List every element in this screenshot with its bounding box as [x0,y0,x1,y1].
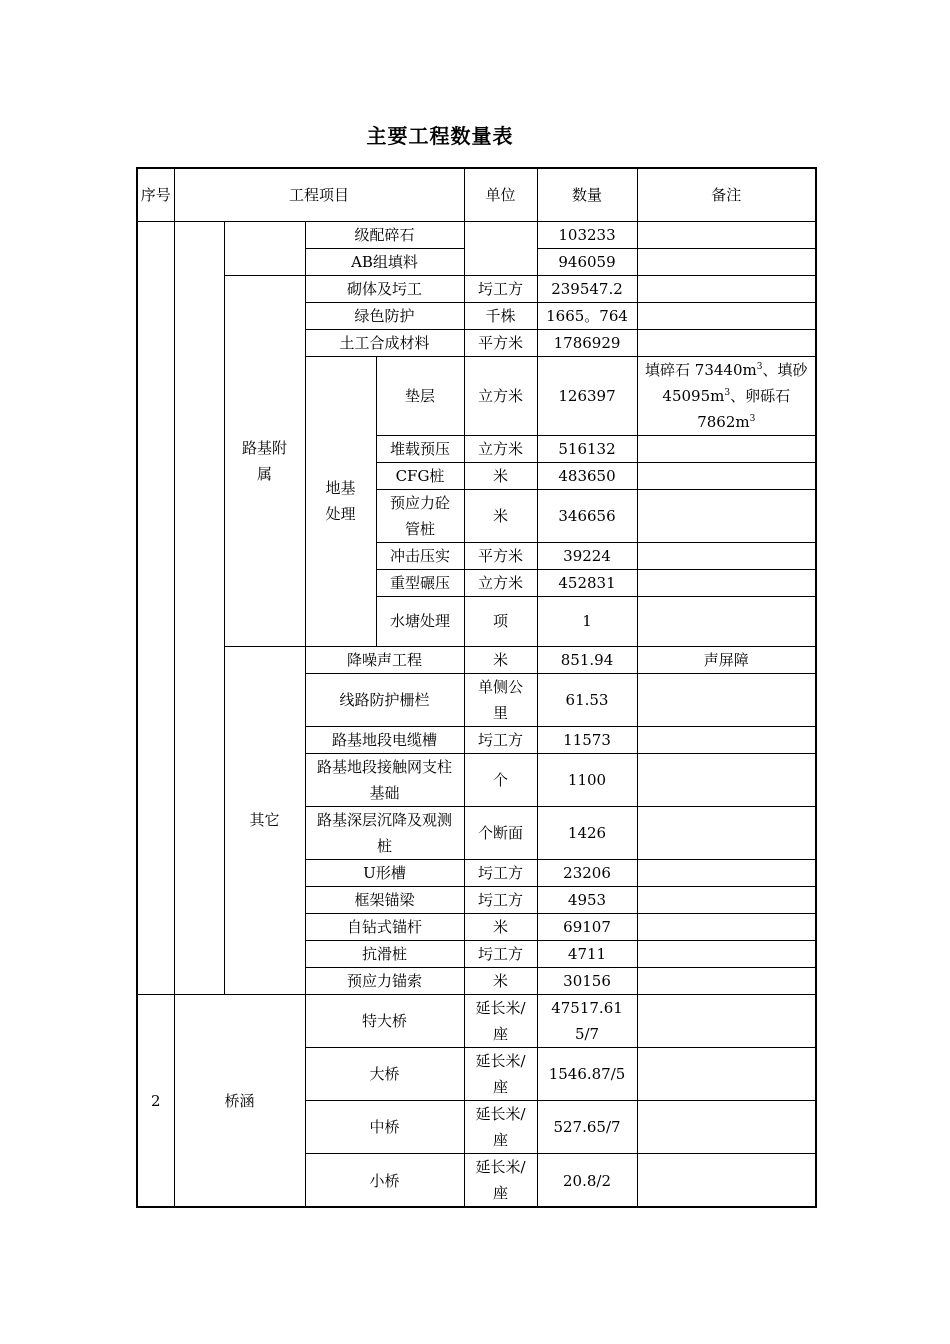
header-qty: 数量 [537,168,637,221]
item-name: 砌体及圬工 [305,275,464,302]
qty-value: 1665。764 [537,302,637,329]
qty-value: 946059 [537,248,637,275]
note-cell [637,489,816,542]
group-foundation [305,356,376,646]
qty-value: 1786929 [537,329,637,356]
unit-value: 千株 [464,302,537,329]
note-cell [637,673,816,726]
unit-value: 圬工方 [464,859,537,886]
item-name: 重型碾压 [376,569,464,596]
qty-value: 527.65/7 [537,1100,637,1153]
unit-value: 圬工方 [464,886,537,913]
qty-value: 20.8/2 [537,1153,637,1207]
qty-value: 1546.87/5 [537,1047,637,1100]
unit-value [464,994,537,1047]
unit-value: 圬工方 [464,275,537,302]
item-name: 大桥 [305,1047,464,1100]
qty-value: 4953 [537,886,637,913]
unit-value [464,1153,537,1207]
unit-value: 圬工方 [464,940,537,967]
note-cell [637,569,816,596]
qty-value: 30156 [537,967,637,994]
note-sup-b: 3 [724,387,731,398]
qty-value: 452831 [537,569,637,596]
note-cell [637,462,816,489]
qty-value: 1426 [537,806,637,859]
unit-value: 立方米 [464,435,537,462]
note-cell [637,596,816,646]
header-seq: 序号 [137,168,174,221]
note-cell [637,275,816,302]
unit-label: 延长米/座 [475,1051,526,1096]
note-text-a: 填碎石 73440m [645,360,757,379]
note-cell [637,859,816,886]
item-name: 绿色防护 [305,302,464,329]
unit-value [464,1100,537,1153]
header-item: 工程项目 [174,168,464,221]
note-cell [637,994,816,1047]
table-row [137,275,816,302]
table-row [137,994,816,1047]
header-note: 备注 [637,168,816,221]
unit-value: 米 [464,967,537,994]
note-cell [637,1047,816,1100]
qty-value: 39224 [537,542,637,569]
group-label: 地基处理 [325,479,356,523]
unit-value: 米 [464,646,537,673]
note-cell [637,1153,816,1207]
item-name: 级配碎石 [305,221,464,248]
note-cell [637,726,816,753]
qty-value: 516132 [537,435,637,462]
unit-value: 平方米 [464,329,537,356]
unit-value: 个 [464,753,537,806]
unit-value: 圬工方 [464,726,537,753]
note-cell [637,913,816,940]
header-unit: 单位 [464,168,537,221]
qty-value: 126397 [537,356,637,435]
note-cell [637,302,816,329]
unit-value: 米 [464,462,537,489]
item-name: 自钻式锚杆 [305,913,464,940]
unit-value: 个断面 [464,806,537,859]
table-row [137,646,816,673]
qty-value: 61.53 [537,673,637,726]
item-name: 框架锚梁 [305,886,464,913]
category-cell-empty [174,221,224,994]
unit-value [464,673,537,726]
qty-value: 1 [537,596,637,646]
unit-value: 立方米 [464,569,537,596]
qty-value: 23206 [537,859,637,886]
qty-value: 346656 [537,489,637,542]
header-row [137,168,816,221]
note-cell [637,435,816,462]
unit-label: 延长米/座 [475,998,526,1043]
item-name: 特大桥 [305,994,464,1047]
unit-value: 米 [464,489,537,542]
note-text-b: 、填砂 45095m [662,360,808,405]
item-name [376,489,464,542]
item-name: 路基地段电缆槽 [305,726,464,753]
item-name: 抗滑桩 [305,940,464,967]
qty-value: 4711 [537,940,637,967]
note-text-c: 、卵砾石 7862m [697,386,791,431]
seq-2: 2 [137,994,174,1207]
group-bridge: 桥涵 [174,994,305,1207]
note-sup-a: 3 [756,361,763,372]
item-name: 预应力锚索 [305,967,464,994]
item-name: AB组填料 [305,248,464,275]
subcategory-cell-empty [224,221,305,275]
unit-label: 单侧公里 [478,677,524,722]
item-name: 土工合成材料 [305,329,464,356]
item-name: 线路防护栅栏 [305,673,464,726]
note-cell [637,886,816,913]
group-other: 其它 [224,646,305,994]
item-name: 中桥 [305,1100,464,1153]
qty-value: 1100 [537,753,637,806]
qty-label: 47517.615/7 [551,998,623,1043]
unit-cell-empty [464,221,537,275]
item-label: 路基地段接触网支柱基础 [316,757,452,802]
note-cell [637,806,816,859]
note-cell: 声屏障 [637,646,816,673]
seq-cell-empty [137,221,174,994]
note-cell [637,329,816,356]
item-name: 小桥 [305,1153,464,1207]
note-sup-c: 3 [749,413,756,424]
qty-value: 11573 [537,726,637,753]
qty-value: 69107 [537,913,637,940]
unit-value [464,1047,537,1100]
item-name: 垫层 [376,356,464,435]
note-cell [637,940,816,967]
qty-value [537,994,637,1047]
item-label: 预应力砼管桩 [389,493,450,538]
unit-value: 立方米 [464,356,537,435]
note-cell [637,542,816,569]
note-cell [637,248,816,275]
qty-value: 103233 [537,221,637,248]
page-title: 主要工程数量表 [366,124,514,148]
table-row [137,221,816,248]
item-name: 冲击压实 [376,542,464,569]
unit-label: 延长米/座 [475,1104,526,1149]
note-cell [637,1100,816,1153]
note-cell [637,967,816,994]
item-name: 水塘处理 [376,596,464,646]
item-name [305,753,464,806]
item-name: U形槽 [305,859,464,886]
qty-value: 851.94 [537,646,637,673]
note-cell [637,356,816,435]
note-cell [637,221,816,248]
item-label: 路基深层沉降及观测桩 [316,810,452,855]
item-name [305,806,464,859]
item-name: 堆载预压 [376,435,464,462]
quantity-table [136,167,817,1208]
unit-value: 米 [464,913,537,940]
qty-value: 483650 [537,462,637,489]
note-cell [637,753,816,806]
item-name: CFG桩 [376,462,464,489]
item-name: 降噪声工程 [305,646,464,673]
group-label: 路基附属 [241,438,287,483]
qty-value: 239547.2 [537,275,637,302]
group-subgrade-attached [224,275,305,646]
unit-value: 平方米 [464,542,537,569]
unit-label: 延长米/座 [475,1157,526,1202]
unit-value: 项 [464,596,537,646]
